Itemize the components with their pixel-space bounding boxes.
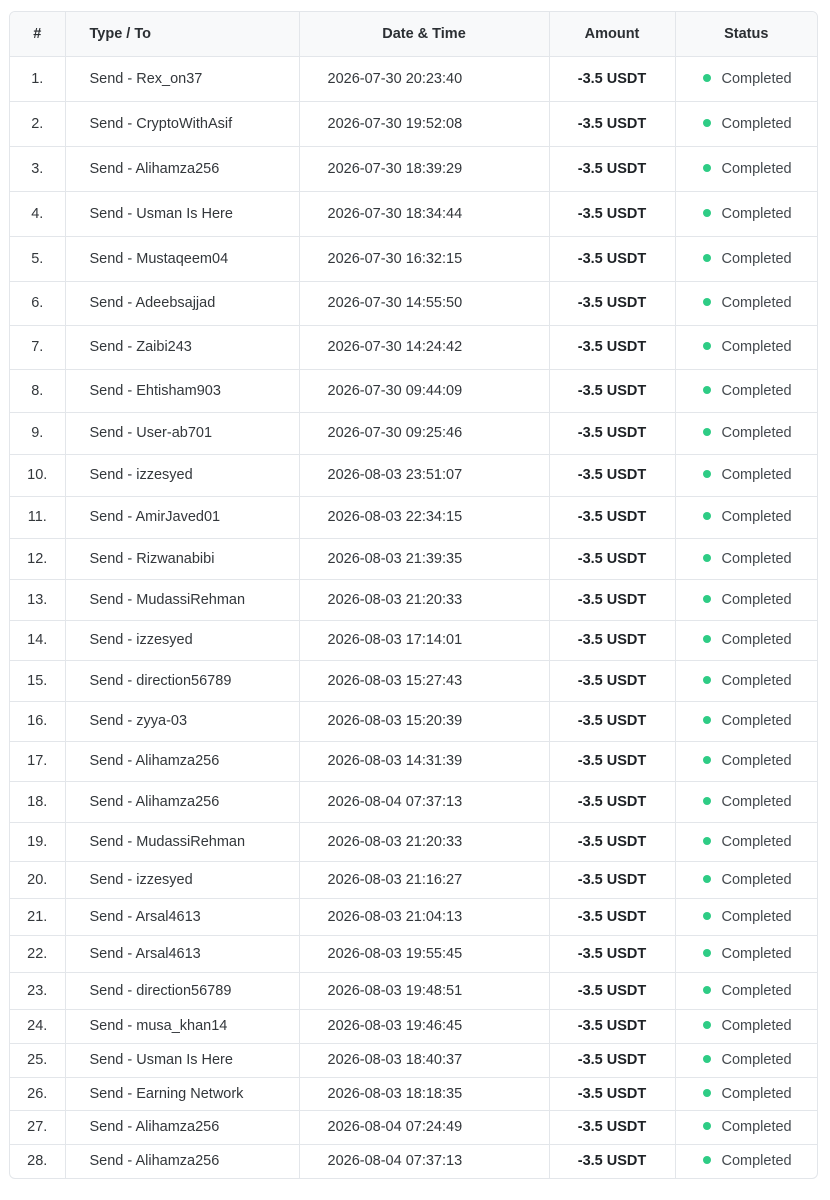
row-type-to: Send - MudassiRehman <box>65 579 299 620</box>
row-type-to: Send - izzesyed <box>65 454 299 496</box>
row-status <box>675 861 817 898</box>
status-label: Completed <box>721 295 792 311</box>
row-type-to: Send - Earning Network <box>65 1077 299 1110</box>
row-type-to: Send - Alihamza256 <box>65 1144 299 1178</box>
row-amount: -3.5 USDT <box>549 1110 675 1144</box>
row-type-to: Send - direction56789 <box>65 972 299 1009</box>
table-row[interactable] <box>10 538 817 579</box>
row-date-time: 2026-08-03 19:48:51 <box>299 972 549 1009</box>
row-number: 18. <box>10 781 65 822</box>
row-date-time: 2026-08-03 19:55:45 <box>299 935 549 972</box>
row-status <box>675 236 817 281</box>
row-number: 15. <box>10 660 65 701</box>
row-amount: -3.5 USDT <box>549 191 675 236</box>
row-number: 5. <box>10 236 65 281</box>
row-amount: -3.5 USDT <box>549 972 675 1009</box>
status-label: Completed <box>721 793 792 810</box>
header-row <box>10 12 817 56</box>
row-amount: -3.5 USDT <box>549 236 675 281</box>
status-label: Completed <box>721 833 792 850</box>
header-date: Date & Time <box>299 12 549 56</box>
row-date-time: 2026-08-03 15:27:43 <box>299 660 549 701</box>
row-status <box>675 191 817 236</box>
row-type-to: Send - Usman Is Here <box>65 1043 299 1077</box>
status-label: Completed <box>721 160 792 177</box>
row-status <box>675 1110 817 1144</box>
row-number: 26. <box>10 1077 65 1110</box>
row-date-time: 2026-08-03 18:18:35 <box>299 1077 549 1110</box>
row-status <box>675 325 817 369</box>
row-type-to: Send - Ehtisham903 <box>65 369 299 412</box>
row-type-to: Send - zyya-03 <box>65 701 299 741</box>
status-dot-icon <box>703 986 711 994</box>
row-amount: -3.5 USDT <box>549 101 675 146</box>
row-number: 17. <box>10 741 65 781</box>
row-status <box>675 781 817 822</box>
status-label: Completed <box>721 1085 792 1102</box>
row-number: 19. <box>10 822 65 861</box>
row-number: 22. <box>10 935 65 972</box>
row-number: 24. <box>10 1009 65 1043</box>
row-status <box>675 660 817 701</box>
row-number: 3. <box>10 146 65 191</box>
row-amount: -3.5 USDT <box>549 1043 675 1077</box>
status-label: Completed <box>721 713 792 729</box>
row-number: 27. <box>10 1110 65 1144</box>
status-label: Completed <box>721 982 792 999</box>
row-amount: -3.5 USDT <box>549 741 675 781</box>
status-label: Completed <box>721 871 792 888</box>
row-amount: -3.5 USDT <box>549 146 675 191</box>
status-label: Completed <box>721 425 792 441</box>
row-date-time: 2026-08-03 18:40:37 <box>299 1043 549 1077</box>
table-row[interactable] <box>10 1144 817 1178</box>
row-status <box>675 620 817 660</box>
row-type-to: Send - Arsal4613 <box>65 935 299 972</box>
row-status <box>675 538 817 579</box>
status-dot-icon <box>703 386 711 394</box>
row-type-to: Send - Mustaqeem04 <box>65 236 299 281</box>
table-row[interactable] <box>10 191 817 236</box>
row-status <box>675 412 817 454</box>
row-amount: -3.5 USDT <box>549 281 675 325</box>
status-label: Completed <box>721 1119 792 1135</box>
row-date-time: 2026-08-04 07:24:49 <box>299 1110 549 1144</box>
status-dot-icon <box>703 254 711 262</box>
row-type-to: Send - AmirJaved01 <box>65 496 299 538</box>
row-type-to: Send - Adeebsajjad <box>65 281 299 325</box>
status-label: Completed <box>721 672 792 689</box>
row-type-to: Send - MudassiRehman <box>65 822 299 861</box>
row-date-time: 2026-07-30 19:52:08 <box>299 101 549 146</box>
row-date-time: 2026-08-04 07:37:13 <box>299 781 549 822</box>
table-row[interactable] <box>10 898 817 935</box>
row-amount: -3.5 USDT <box>549 861 675 898</box>
status-dot-icon <box>703 74 711 82</box>
status-dot-icon <box>703 912 711 920</box>
row-date-time: 2026-07-30 18:34:44 <box>299 191 549 236</box>
row-status <box>675 369 817 412</box>
row-date-time: 2026-08-03 21:20:33 <box>299 579 549 620</box>
row-amount: -3.5 USDT <box>549 579 675 620</box>
status-dot-icon <box>703 1021 711 1029</box>
row-type-to: Send - User-ab701 <box>65 412 299 454</box>
header-amount: Amount <box>549 12 675 56</box>
row-number: 1. <box>10 56 65 101</box>
row-amount: -3.5 USDT <box>549 325 675 369</box>
status-label: Completed <box>721 1018 792 1034</box>
row-date-time: 2026-08-04 07:37:13 <box>299 1144 549 1178</box>
row-status <box>675 935 817 972</box>
row-status <box>675 1009 817 1043</box>
status-label: Completed <box>721 205 792 222</box>
row-status <box>675 741 817 781</box>
table-row[interactable] <box>10 1110 817 1144</box>
row-number: 20. <box>10 861 65 898</box>
row-amount: -3.5 USDT <box>549 660 675 701</box>
status-dot-icon <box>703 428 711 436</box>
status-label: Completed <box>721 115 792 132</box>
row-number: 13. <box>10 579 65 620</box>
row-type-to: Send - Alihamza256 <box>65 146 299 191</box>
row-amount: -3.5 USDT <box>549 935 675 972</box>
status-dot-icon <box>703 635 711 643</box>
row-date-time: 2026-08-03 21:16:27 <box>299 861 549 898</box>
row-status <box>675 496 817 538</box>
status-dot-icon <box>703 554 711 562</box>
row-status <box>675 1144 817 1178</box>
row-type-to: Send - Alihamza256 <box>65 1110 299 1144</box>
row-date-time: 2026-07-30 20:23:40 <box>299 56 549 101</box>
status-dot-icon <box>703 875 711 883</box>
row-date-time: 2026-08-03 21:20:33 <box>299 822 549 861</box>
table-row[interactable] <box>10 1009 817 1043</box>
row-number: 2. <box>10 101 65 146</box>
row-amount: -3.5 USDT <box>549 56 675 101</box>
table-row[interactable] <box>10 935 817 972</box>
status-label: Completed <box>721 509 792 525</box>
status-dot-icon <box>703 1156 711 1164</box>
row-status <box>675 56 817 101</box>
status-label: Completed <box>721 945 792 962</box>
table-row[interactable] <box>10 369 817 412</box>
row-number: 28. <box>10 1144 65 1178</box>
status-label: Completed <box>721 339 792 355</box>
row-amount: -3.5 USDT <box>549 369 675 412</box>
row-status <box>675 454 817 496</box>
row-date-time: 2026-08-03 14:31:39 <box>299 741 549 781</box>
status-dot-icon <box>703 595 711 603</box>
row-amount: -3.5 USDT <box>549 1144 675 1178</box>
row-type-to: Send - Rizwanabibi <box>65 538 299 579</box>
row-amount: -3.5 USDT <box>549 454 675 496</box>
header-type: Type / To <box>65 12 299 56</box>
status-label: Completed <box>721 632 792 648</box>
row-number: 8. <box>10 369 65 412</box>
row-status <box>675 146 817 191</box>
row-status <box>675 1043 817 1077</box>
table-row[interactable] <box>10 822 817 861</box>
table-row[interactable] <box>10 972 817 1009</box>
row-type-to: Send - izzesyed <box>65 620 299 660</box>
row-amount: -3.5 USDT <box>549 412 675 454</box>
row-amount: -3.5 USDT <box>549 496 675 538</box>
row-type-to: Send - Zaibi243 <box>65 325 299 369</box>
row-number: 11. <box>10 496 65 538</box>
row-date-time: 2026-07-30 16:32:15 <box>299 236 549 281</box>
row-type-to: Send - musa_khan14 <box>65 1009 299 1043</box>
table-row[interactable] <box>10 741 817 781</box>
table-row[interactable] <box>10 236 817 281</box>
row-date-time: 2026-08-03 21:39:35 <box>299 538 549 579</box>
transactions-table <box>10 12 817 1178</box>
status-dot-icon <box>703 209 711 217</box>
status-label: Completed <box>721 753 792 769</box>
row-type-to: Send - izzesyed <box>65 861 299 898</box>
row-amount: -3.5 USDT <box>549 620 675 660</box>
row-number: 23. <box>10 972 65 1009</box>
status-dot-icon <box>703 298 711 306</box>
row-amount: -3.5 USDT <box>549 822 675 861</box>
row-type-to: Send - Rex_on37 <box>65 56 299 101</box>
status-label: Completed <box>721 591 792 608</box>
row-date-time: 2026-08-03 17:14:01 <box>299 620 549 660</box>
status-dot-icon <box>703 1055 711 1063</box>
row-type-to: Send - Usman Is Here <box>65 191 299 236</box>
status-label: Completed <box>721 70 792 87</box>
status-dot-icon <box>703 676 711 684</box>
row-number: 7. <box>10 325 65 369</box>
status-dot-icon <box>703 1122 711 1130</box>
row-date-time: 2026-07-30 14:24:42 <box>299 325 549 369</box>
row-amount: -3.5 USDT <box>549 1009 675 1043</box>
row-number: 25. <box>10 1043 65 1077</box>
header-number: # <box>10 12 65 56</box>
status-label: Completed <box>721 250 792 267</box>
row-status <box>675 972 817 1009</box>
header-status: Status <box>675 12 817 56</box>
row-date-time: 2026-07-30 09:44:09 <box>299 369 549 412</box>
status-label: Completed <box>721 467 792 483</box>
table-row[interactable] <box>10 861 817 898</box>
status-dot-icon <box>703 756 711 764</box>
row-amount: -3.5 USDT <box>549 1077 675 1110</box>
row-date-time: 2026-08-03 21:04:13 <box>299 898 549 935</box>
table-row[interactable] <box>10 412 817 454</box>
row-number: 4. <box>10 191 65 236</box>
row-status <box>675 822 817 861</box>
row-amount: -3.5 USDT <box>549 538 675 579</box>
status-label: Completed <box>721 1153 792 1170</box>
transactions-table-container <box>9 11 818 1179</box>
row-date-time: 2026-07-30 09:25:46 <box>299 412 549 454</box>
row-status <box>675 1077 817 1110</box>
row-date-time: 2026-08-03 15:20:39 <box>299 701 549 741</box>
table-row[interactable] <box>10 660 817 701</box>
row-date-time: 2026-07-30 14:55:50 <box>299 281 549 325</box>
table-body <box>10 56 817 1178</box>
status-dot-icon <box>703 716 711 724</box>
table-row[interactable] <box>10 56 817 101</box>
row-amount: -3.5 USDT <box>549 898 675 935</box>
row-number: 21. <box>10 898 65 935</box>
row-type-to: Send - CryptoWithAsif <box>65 101 299 146</box>
status-label: Completed <box>721 550 792 567</box>
status-dot-icon <box>703 119 711 127</box>
row-number: 6. <box>10 281 65 325</box>
status-dot-icon <box>703 1089 711 1097</box>
row-number: 14. <box>10 620 65 660</box>
status-label: Completed <box>721 908 792 925</box>
table-row[interactable] <box>10 620 817 660</box>
table-row[interactable] <box>10 701 817 741</box>
row-type-to: Send - Alihamza256 <box>65 741 299 781</box>
table-row[interactable] <box>10 454 817 496</box>
table-row[interactable] <box>10 146 817 191</box>
status-dot-icon <box>703 342 711 350</box>
table-row[interactable] <box>10 101 817 146</box>
status-label: Completed <box>721 382 792 399</box>
table-row[interactable] <box>10 325 817 369</box>
row-date-time: 2026-08-03 19:46:45 <box>299 1009 549 1043</box>
table-row[interactable] <box>10 281 817 325</box>
status-dot-icon <box>703 797 711 805</box>
row-amount: -3.5 USDT <box>549 781 675 822</box>
row-number: 16. <box>10 701 65 741</box>
row-status <box>675 701 817 741</box>
status-dot-icon <box>703 949 711 957</box>
row-date-time: 2026-08-03 23:51:07 <box>299 454 549 496</box>
status-dot-icon <box>703 470 711 478</box>
status-dot-icon <box>703 837 711 845</box>
status-label: Completed <box>721 1052 792 1068</box>
status-dot-icon <box>703 164 711 172</box>
row-type-to: Send - direction56789 <box>65 660 299 701</box>
row-number: 9. <box>10 412 65 454</box>
table-header <box>10 12 817 56</box>
table-row[interactable] <box>10 781 817 822</box>
table-row[interactable] <box>10 1077 817 1110</box>
row-status <box>675 898 817 935</box>
row-type-to: Send - Arsal4613 <box>65 898 299 935</box>
row-number: 10. <box>10 454 65 496</box>
row-status <box>675 101 817 146</box>
row-status <box>675 579 817 620</box>
table-row[interactable] <box>10 1043 817 1077</box>
row-date-time: 2026-08-03 22:34:15 <box>299 496 549 538</box>
row-type-to: Send - Alihamza256 <box>65 781 299 822</box>
table-row[interactable] <box>10 496 817 538</box>
status-dot-icon <box>703 512 711 520</box>
row-number: 12. <box>10 538 65 579</box>
row-date-time: 2026-07-30 18:39:29 <box>299 146 549 191</box>
row-amount: -3.5 USDT <box>549 701 675 741</box>
row-status <box>675 281 817 325</box>
table-row[interactable] <box>10 579 817 620</box>
